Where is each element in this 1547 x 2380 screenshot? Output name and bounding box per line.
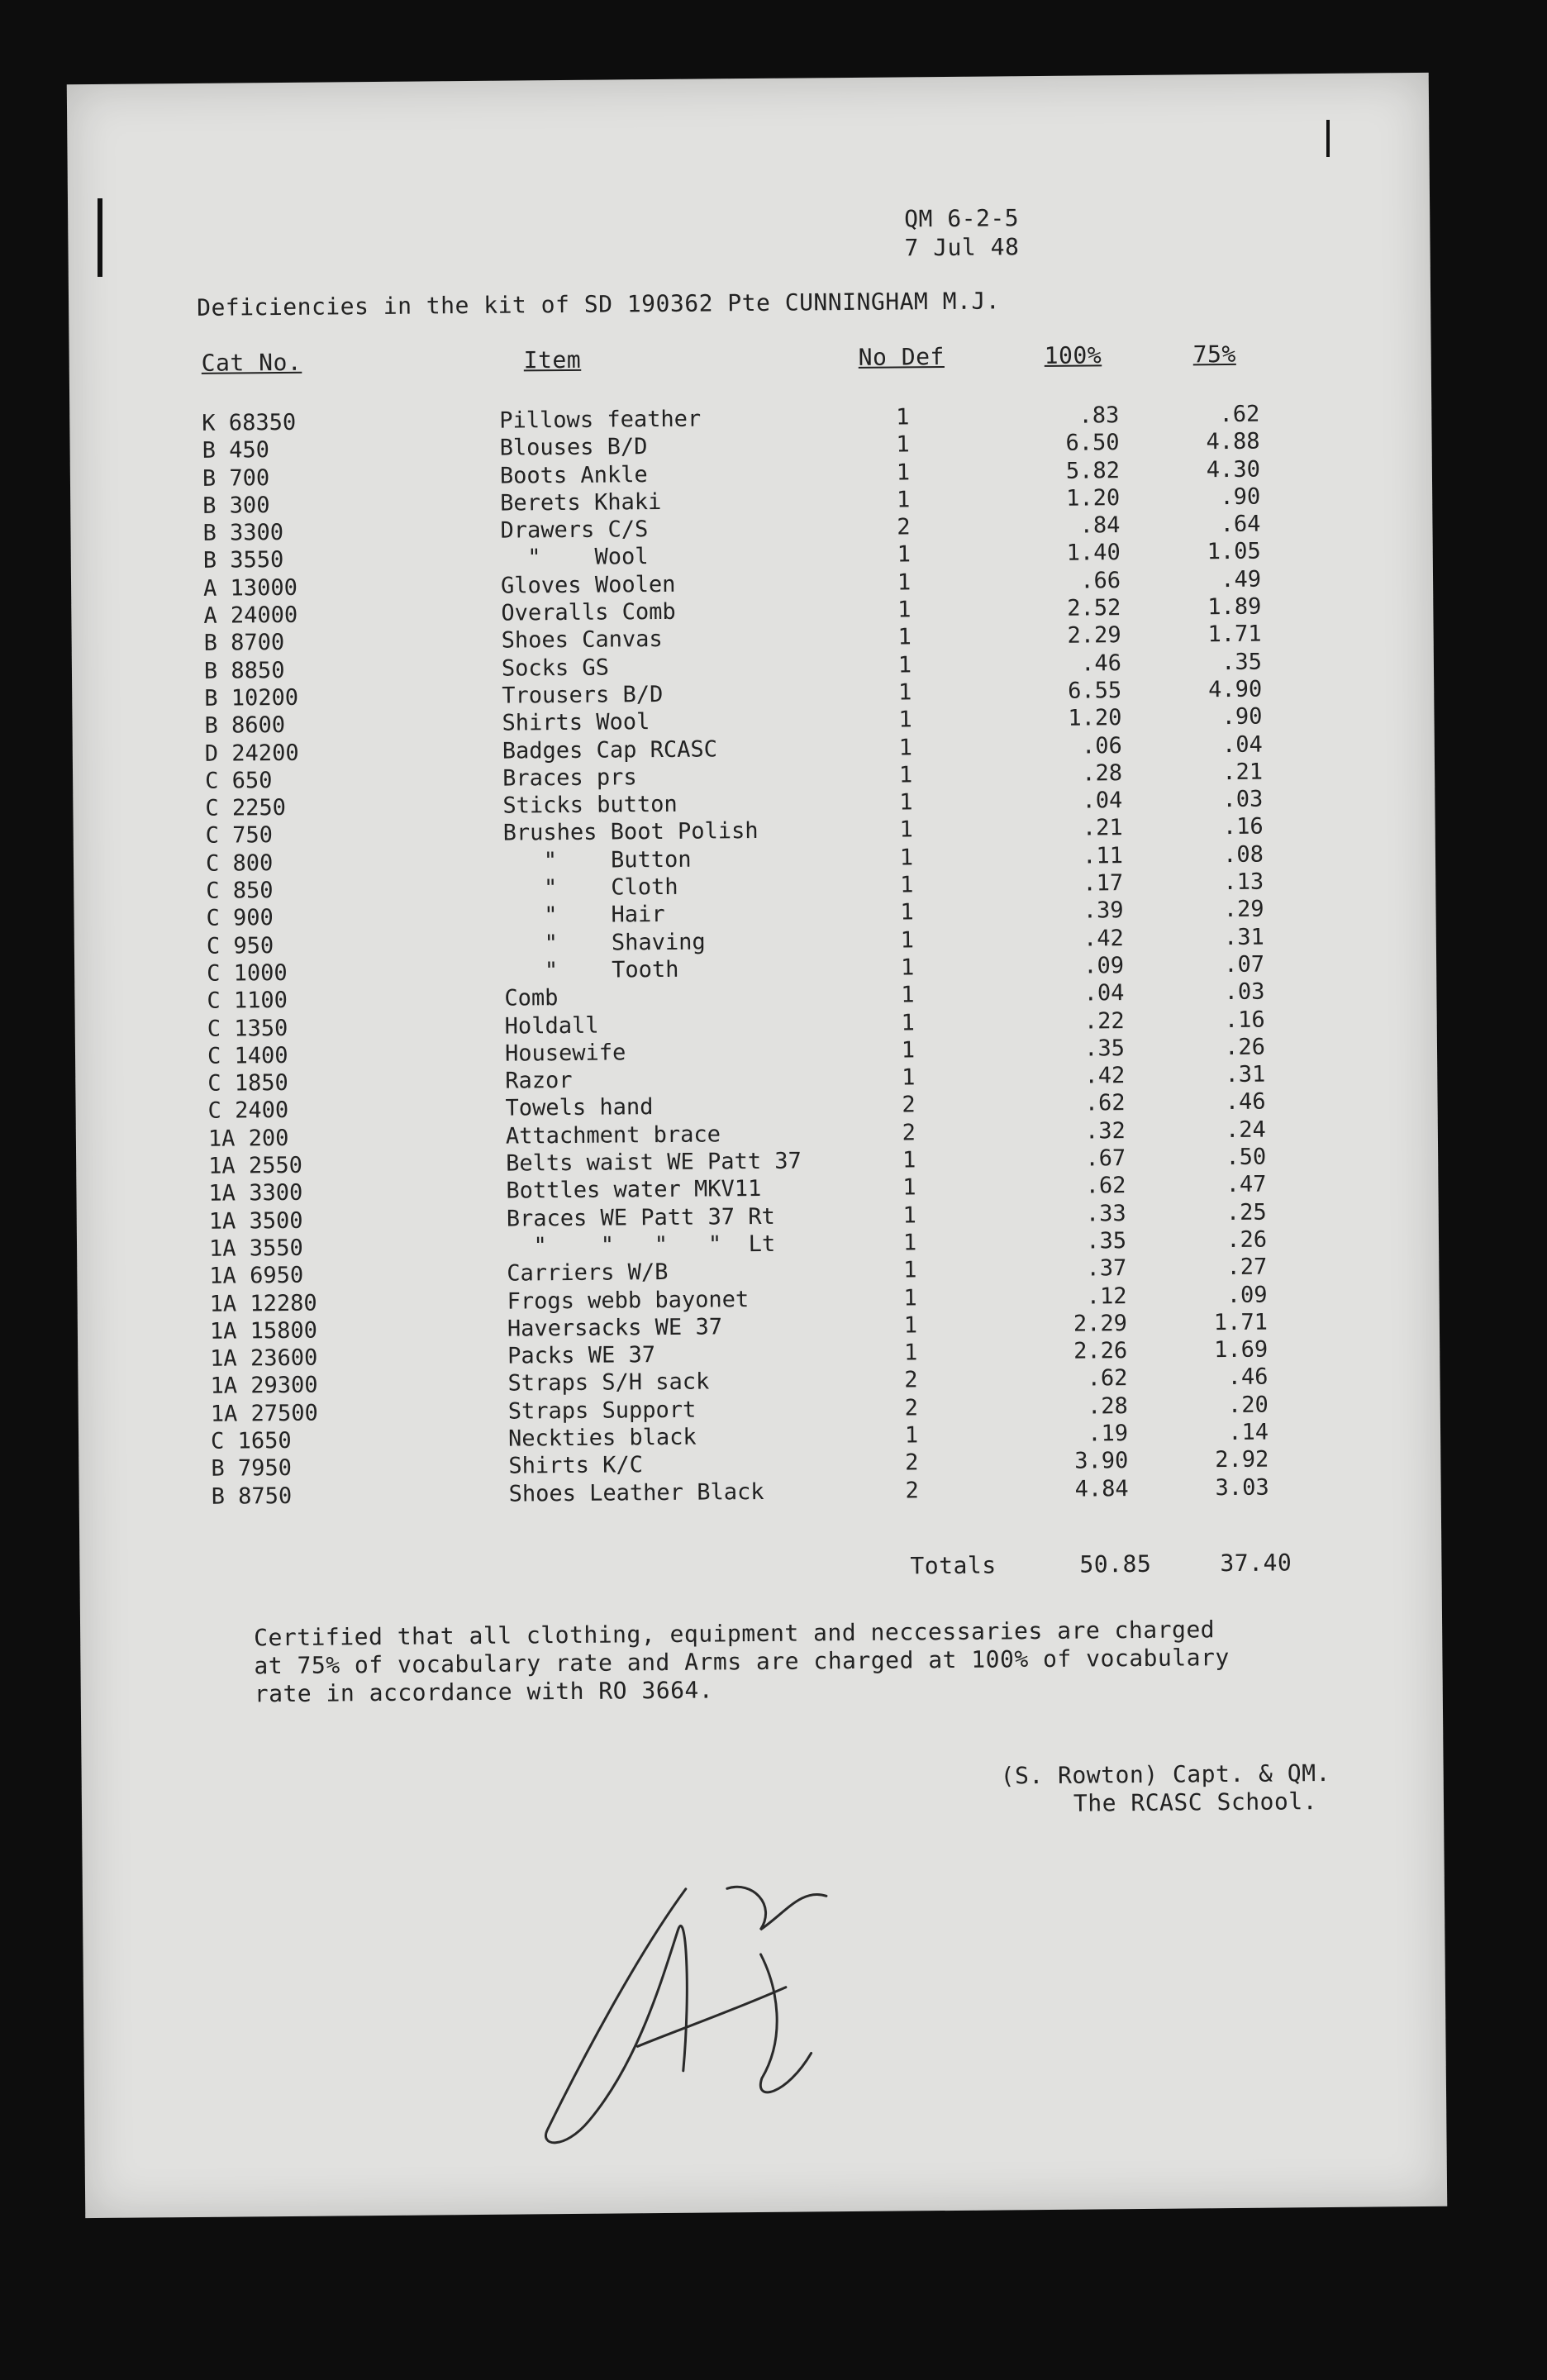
- item-cell: Blouses B/D: [499, 434, 648, 461]
- item-cell: Straps Support: [507, 1397, 697, 1425]
- cat-no-cell: B 700: [202, 464, 270, 492]
- pct100-cell: 6.50: [1065, 430, 1120, 457]
- pct100-cell: .04: [1082, 788, 1123, 814]
- pct100-cell: .62: [1085, 1173, 1126, 1199]
- no-def-cell: 1: [898, 762, 913, 788]
- item-cell: Drawers C/S: [500, 516, 649, 544]
- item-cell: " Button: [502, 846, 692, 874]
- pct100-cell: .35: [1084, 1035, 1126, 1062]
- pct75-cell: .90: [1220, 483, 1261, 510]
- pct100-cell: .28: [1082, 759, 1123, 787]
- document-page: [67, 73, 1447, 2218]
- cat-no-cell: B 10200: [204, 684, 299, 712]
- no-def-cell: 1: [903, 1340, 918, 1366]
- reference-number: QM 6-2-5: [904, 204, 1020, 233]
- cat-no-cell: B 300: [202, 493, 270, 519]
- pct100-cell: .33: [1085, 1200, 1126, 1227]
- pct100-cell: 2.26: [1073, 1338, 1128, 1364]
- item-cell: Neckties black: [507, 1424, 697, 1452]
- pct75-cell: 3.03: [1215, 1474, 1269, 1501]
- item-cell: " Shaving: [503, 929, 706, 957]
- item-cell: Straps S/H sack: [507, 1368, 710, 1397]
- no-def-cell: 2: [902, 1092, 916, 1118]
- no-def-cell: 2: [905, 1477, 919, 1504]
- pct75-cell: .26: [1226, 1226, 1268, 1253]
- item-cell: Socks GS: [501, 654, 610, 682]
- pct75-cell: 1.89: [1207, 593, 1262, 621]
- deficiency-table: [69, 399, 1441, 1511]
- item-cell: Pillows feather: [499, 406, 702, 434]
- no-def-cell: 1: [903, 1257, 917, 1283]
- pct100-cell: 2.52: [1067, 595, 1121, 621]
- no-def-cell: 1: [900, 954, 915, 981]
- cat-no-cell: C 900: [206, 905, 274, 932]
- signatory-name: (S. Rowton) Capt. & QM.: [1000, 1759, 1331, 1790]
- pct100-cell: 5.82: [1065, 457, 1121, 484]
- cat-no-cell: C 1650: [210, 1427, 292, 1454]
- pct100-cell: .83: [1078, 402, 1120, 429]
- cat-no-cell: B 8850: [203, 657, 285, 684]
- pct75-cell: .08: [1223, 841, 1264, 868]
- pct75-cell: 1.71: [1213, 1309, 1269, 1335]
- pct100-cell: .17: [1083, 870, 1124, 897]
- cat-no-cell: C 750: [205, 822, 274, 850]
- totals-75-percent: 37.40: [1220, 1549, 1292, 1578]
- pct75-cell: .20: [1227, 1392, 1269, 1418]
- item-cell: Berets Khaki: [500, 488, 662, 516]
- pct100-cell: .84: [1079, 512, 1121, 539]
- pct75-cell: .35: [1221, 649, 1263, 675]
- cat-no-cell: 1A 27500: [210, 1400, 318, 1427]
- no-def-cell: 1: [897, 679, 912, 706]
- no-def-cell: 1: [902, 1147, 916, 1173]
- pct100-cell: .04: [1083, 980, 1125, 1007]
- certification-text: Certified that all clothing, equipment and neccessaries are charged at 75% of vocabulary rate and Arms are charged at 100% of vocabulary rate in accordance with RO 3664.: [254, 1616, 1230, 1708]
- document-subject: Deficiencies in the kit of SD 190362 Pte CUNNINGHAM M.J.: [196, 287, 1001, 321]
- item-cell: Sticks button: [502, 791, 678, 819]
- cat-no-cell: C 650: [204, 767, 273, 794]
- pct100-cell: .62: [1084, 1090, 1126, 1116]
- cat-no-cell: A 24000: [203, 602, 298, 629]
- pct100-cell: .39: [1083, 897, 1124, 924]
- no-def-cell: 1: [896, 431, 910, 458]
- pct100-cell: .22: [1083, 1007, 1125, 1035]
- pct100-cell: .42: [1084, 1063, 1126, 1089]
- header-item: Item: [523, 345, 582, 374]
- pct75-cell: .49: [1221, 566, 1262, 593]
- item-cell: Carriers W/B: [507, 1259, 669, 1287]
- item-cell: Shoes Leather Black: [508, 1478, 764, 1507]
- item-cell: Brushes Boot Polish: [502, 818, 759, 847]
- pct75-cell: .31: [1225, 1061, 1266, 1088]
- no-def-cell: 2: [904, 1394, 919, 1421]
- pct75-cell: .50: [1226, 1144, 1267, 1171]
- pct100-cell: 6.55: [1068, 678, 1122, 704]
- pct75-cell: 4.88: [1206, 428, 1260, 455]
- pct75-cell: 1.05: [1207, 539, 1261, 565]
- cat-no-cell: A 13000: [202, 574, 298, 602]
- no-def-cell: 1: [902, 1174, 916, 1201]
- no-def-cell: 1: [901, 982, 915, 1008]
- cat-no-cell: C 1000: [207, 959, 288, 987]
- no-def-cell: 1: [898, 707, 912, 733]
- totals-label: Totals: [910, 1551, 997, 1580]
- cat-no-cell: B 8750: [211, 1483, 293, 1510]
- pct100-cell: .66: [1080, 567, 1121, 594]
- no-def-cell: 1: [902, 1202, 917, 1229]
- pct100-cell: .28: [1087, 1392, 1128, 1420]
- pct75-cell: .27: [1226, 1254, 1268, 1281]
- pct75-cell: 1.71: [1207, 621, 1262, 648]
- cat-no-cell: 1A 2550: [208, 1152, 303, 1179]
- pct100-cell: 1.20: [1068, 705, 1122, 731]
- item-cell: Braces prs: [502, 764, 637, 792]
- cat-no-cell: B 7950: [211, 1455, 293, 1483]
- item-cell: Braces WE Patt 37 Rt: [506, 1203, 775, 1232]
- pct100-cell: .35: [1086, 1228, 1127, 1254]
- cat-no-cell: 1A 3500: [208, 1207, 303, 1235]
- item-cell: Frogs webb bayonet: [507, 1286, 750, 1315]
- header-no-def: No Def: [858, 342, 945, 371]
- no-def-cell: 1: [896, 404, 910, 431]
- item-cell: Trousers B/D: [502, 681, 664, 709]
- item-cell: Shoes Canvas: [501, 626, 663, 654]
- item-cell: Boots Ankle: [499, 461, 648, 489]
- signatory-unit: The RCASC School.: [1073, 1787, 1318, 1817]
- pct75-cell: .14: [1228, 1419, 1269, 1446]
- no-def-cell: 1: [896, 487, 911, 513]
- pct75-cell: .04: [1221, 731, 1263, 758]
- pct75-cell: .07: [1224, 951, 1265, 978]
- pct100-cell: .19: [1088, 1421, 1129, 1447]
- no-def-cell: 1: [899, 845, 914, 871]
- pct100-cell: .11: [1083, 842, 1124, 869]
- pct75-cell: .26: [1225, 1034, 1266, 1060]
- no-def-cell: 1: [901, 1009, 915, 1036]
- cat-no-cell: C 1350: [207, 1015, 288, 1042]
- cat-no-cell: 1A 200: [207, 1125, 289, 1152]
- cat-no-cell: C 800: [205, 850, 274, 877]
- item-cell: Packs WE 37: [507, 1342, 656, 1369]
- pct75-cell: .03: [1222, 786, 1264, 813]
- pct100-cell: 3.90: [1074, 1448, 1129, 1474]
- pct75-cell: .62: [1219, 401, 1260, 428]
- pct100-cell: 2.29: [1067, 622, 1121, 650]
- cat-no-cell: B 8700: [203, 630, 285, 657]
- cat-no-cell: C 1850: [207, 1070, 289, 1097]
- pct75-cell: .47: [1226, 1171, 1267, 1198]
- no-def-cell: 1: [903, 1312, 918, 1339]
- pct100-cell: .42: [1083, 925, 1124, 952]
- cat-no-cell: 1A 3300: [208, 1180, 303, 1207]
- pct100-cell: .21: [1082, 815, 1123, 842]
- pct75-cell: .46: [1227, 1364, 1269, 1391]
- edge-mark: [1326, 120, 1330, 157]
- item-cell: " Cloth: [503, 873, 678, 902]
- item-cell: Gloves Woolen: [500, 571, 676, 599]
- no-def-cell: 2: [902, 1120, 916, 1146]
- pct100-cell: .67: [1085, 1145, 1126, 1172]
- item-cell: Badges Cap RCASC: [502, 735, 718, 764]
- document-date: 7 Jul 48: [904, 233, 1020, 262]
- item-cell: " Tooth: [504, 956, 679, 984]
- pct100-cell: .46: [1081, 650, 1122, 677]
- pct100-cell: .37: [1086, 1255, 1127, 1282]
- no-def-cell: 1: [902, 1064, 916, 1091]
- item-cell: Holdall: [504, 1012, 599, 1040]
- cat-no-cell: 1A 6950: [209, 1262, 304, 1289]
- cat-no-cell: B 3300: [202, 520, 284, 547]
- no-def-cell: 1: [899, 816, 913, 843]
- pct75-cell: 4.30: [1206, 456, 1261, 483]
- cat-no-cell: C 850: [206, 878, 274, 904]
- no-def-cell: 1: [897, 569, 912, 596]
- item-cell: " Wool: [500, 544, 649, 572]
- no-def-cell: 2: [905, 1449, 919, 1476]
- item-cell: Housewife: [504, 1040, 626, 1067]
- cat-no-cell: 1A 23600: [210, 1345, 318, 1372]
- no-def-cell: 2: [904, 1367, 918, 1393]
- pct100-cell: 1.20: [1066, 485, 1121, 512]
- pct75-cell: .46: [1225, 1089, 1266, 1116]
- no-def-cell: 1: [900, 926, 915, 954]
- no-def-cell: 1: [897, 541, 912, 568]
- item-cell: Attachment brace: [505, 1121, 721, 1150]
- cat-no-cell: C 950: [206, 932, 274, 959]
- no-def-cell: 1: [902, 1230, 917, 1256]
- pct75-cell: .09: [1226, 1282, 1268, 1308]
- item-cell: Bottles water MKV11: [506, 1176, 762, 1204]
- pct75-cell: 4.90: [1208, 676, 1263, 703]
- item-cell: Towels hand: [505, 1094, 654, 1122]
- pct100-cell: 4.84: [1074, 1475, 1129, 1502]
- handwritten-signature: [512, 1854, 887, 2172]
- cat-no-cell: K 68350: [202, 409, 297, 436]
- cat-no-cell: D 24200: [204, 740, 299, 767]
- pct100-cell: .06: [1081, 732, 1122, 759]
- pct75-cell: 1.69: [1214, 1336, 1269, 1364]
- cat-no-cell: 1A 15800: [209, 1317, 318, 1345]
- cat-no-cell: C 2250: [205, 795, 287, 821]
- pct75-cell: .16: [1224, 1007, 1265, 1033]
- header-75-percent: 75%: [1192, 340, 1236, 369]
- no-def-cell: 1: [897, 597, 912, 623]
- pct75-cell: .29: [1223, 896, 1264, 923]
- pct75-cell: .13: [1223, 869, 1264, 896]
- cat-no-cell: 1A 29300: [210, 1373, 318, 1400]
- no-def-cell: 1: [897, 624, 912, 650]
- pct75-cell: .90: [1221, 703, 1263, 731]
- no-def-cell: 1: [904, 1422, 919, 1449]
- item-cell: Razor: [505, 1068, 573, 1094]
- pct100-cell: .62: [1087, 1365, 1128, 1392]
- no-def-cell: 1: [898, 734, 913, 761]
- item-cell: Shirts K/C: [508, 1452, 644, 1479]
- pct75-cell: .25: [1226, 1199, 1267, 1226]
- pct75-cell: .03: [1224, 978, 1265, 1006]
- item-cell: Shirts Wool: [502, 709, 650, 736]
- edge-mark: [98, 198, 102, 277]
- cat-no-cell: 1A 3550: [208, 1235, 303, 1262]
- no-def-cell: 2: [897, 514, 911, 540]
- item-cell: " Hair: [503, 902, 665, 930]
- no-def-cell: 1: [899, 872, 914, 898]
- pct75-cell: .24: [1225, 1116, 1266, 1143]
- no-def-cell: 1: [899, 789, 913, 816]
- pct100-cell: .12: [1086, 1283, 1127, 1310]
- no-def-cell: 1: [901, 1037, 916, 1064]
- pct100-cell: .09: [1083, 953, 1125, 979]
- item-cell: Belts waist WE Patt 37: [506, 1148, 802, 1177]
- pct100-cell: 2.29: [1073, 1310, 1128, 1337]
- cat-no-cell: C 2400: [207, 1097, 289, 1125]
- pct75-cell: .64: [1220, 511, 1261, 538]
- pct75-cell: .21: [1222, 759, 1264, 785]
- no-def-cell: 1: [896, 459, 911, 486]
- item-cell: Comb: [504, 985, 559, 1011]
- pct75-cell: .31: [1223, 924, 1264, 950]
- cat-no-cell: 1A 12280: [209, 1290, 317, 1317]
- pct75-cell: .16: [1222, 814, 1264, 840]
- no-def-cell: 1: [900, 899, 914, 926]
- cat-no-cell: C 1100: [207, 988, 288, 1015]
- cat-no-cell: B 8600: [204, 712, 286, 740]
- pct100-cell: .32: [1084, 1117, 1126, 1145]
- item-cell: Haversacks WE 37: [507, 1314, 723, 1342]
- no-def-cell: 1: [897, 652, 912, 678]
- pct100-cell: 1.40: [1066, 540, 1121, 567]
- header-100-percent: 100%: [1044, 341, 1102, 369]
- cat-no-cell: C 1400: [207, 1042, 288, 1069]
- header-cat-no: Cat No.: [201, 348, 302, 377]
- item-cell: " " " " Lt: [506, 1230, 776, 1259]
- totals-100-percent: 50.85: [1079, 1549, 1152, 1578]
- cat-no-cell: B 3550: [202, 547, 284, 574]
- no-def-cell: 1: [903, 1284, 917, 1311]
- pct75-cell: 2.92: [1215, 1446, 1269, 1473]
- cat-no-cell: B 450: [202, 437, 270, 464]
- item-cell: Overalls Comb: [501, 598, 676, 626]
